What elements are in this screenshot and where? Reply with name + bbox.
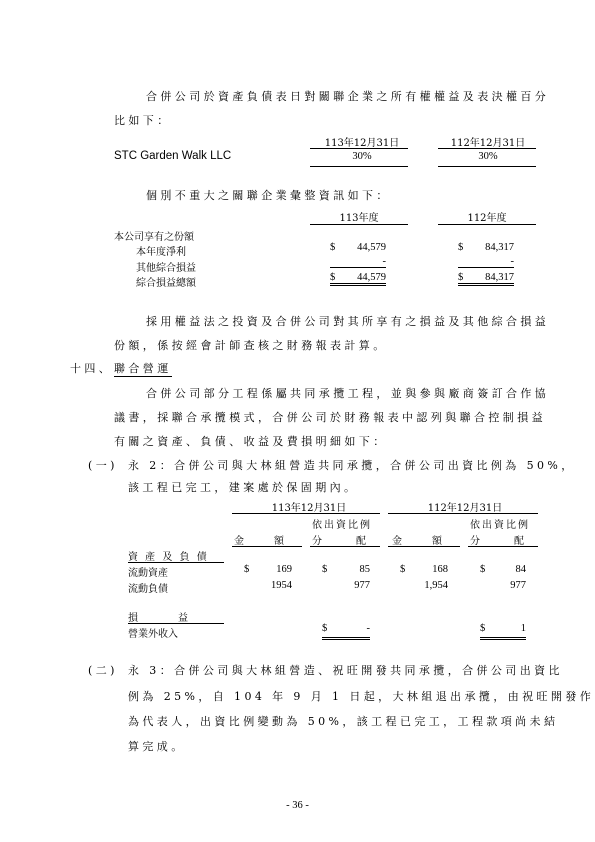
oci-113: - [330, 256, 386, 268]
current-liabilities-112: 1,954 [424, 580, 448, 591]
current-liabilities-share-113: 977 [354, 580, 370, 591]
ownership-112-value: 30% [478, 151, 498, 162]
currency-symbol: $ [330, 272, 336, 283]
currency-symbol: $ [244, 564, 250, 575]
year-rule-112 [438, 224, 536, 225]
net-income-113: 44,579 [357, 242, 386, 253]
amount-rule-113 [232, 546, 302, 547]
item1-marker: (一) [88, 459, 118, 472]
currency-symbol: $ [330, 242, 336, 253]
item2-line1: 永 3：合併公司與大林組營造、祝旺開發共同承攬，合併公司出資比 [128, 664, 563, 677]
header-rule-112 [438, 148, 536, 149]
amount-header-113: 金 額 [234, 536, 284, 547]
amount-rule-112 [388, 546, 460, 547]
assets-heading-rule [128, 562, 224, 563]
col-header-113-date: 113年12月31日 [324, 138, 400, 149]
current-assets-share-113: 85 [359, 564, 370, 575]
ownership-text-line2: 比如下： [114, 114, 172, 127]
ratio-header-113-top: 依出資比例 [312, 520, 372, 531]
table-header-rule-113 [232, 513, 380, 514]
ownership-113-value: 30% [352, 151, 372, 162]
summary-intro: 個別不重大之關聯企業彙整資訊如下： [146, 189, 391, 202]
total-ci-112: 84,317 [485, 272, 514, 283]
ratio-header-112-top: 依出資比例 [470, 520, 530, 531]
entity-name: STC Garden Walk LLC [114, 150, 232, 162]
other-income-share-112: 1 [520, 623, 526, 634]
section-number: 十四、 [70, 362, 114, 375]
currency-symbol: $ [458, 272, 464, 283]
row-rule-113 [310, 166, 408, 167]
pl-heading: 損 益 [128, 613, 188, 624]
currency-symbol: $ [458, 242, 464, 253]
other-income-112-cell [480, 623, 526, 640]
net-income-112: 84,317 [485, 242, 514, 253]
table-row-label: 營業外收入 [128, 629, 178, 640]
ratio-rule-113 [310, 546, 380, 547]
header-rule-113 [310, 148, 408, 149]
ratio-header-112-bottom: 分 配 [470, 536, 525, 547]
current-liabilities-113: 1954 [271, 580, 292, 591]
equity-method-text-line2: 份額，係按經會計師查核之財務報表計算。 [114, 339, 388, 352]
summary-row-label: 本年度淨利 [136, 247, 186, 258]
oci-112: - [458, 256, 514, 268]
table-row-label: 流動資產 [128, 568, 168, 579]
ratio-header-113-bottom: 分 配 [312, 536, 367, 547]
currency-symbol: $ [480, 623, 486, 634]
col-header-112-year: 112年度 [467, 213, 507, 224]
row-rule-112 [438, 166, 536, 167]
amount-header-112: 金 額 [392, 536, 442, 547]
joint-op-para-line1: 合併公司部分工程係屬共同承攬工程，並與參與廠商簽訂合作協 [146, 387, 550, 400]
assets-liabilities-heading: 資 產 及 負 債 [128, 552, 209, 563]
currency-symbol: $ [400, 564, 406, 575]
col-header-113-year: 113年度 [339, 213, 379, 224]
currency-symbol: $ [322, 564, 328, 575]
total-ci-113: 44,579 [357, 272, 386, 283]
current-liabilities-share-112: 977 [510, 580, 526, 591]
item1-line2: 該工程已完工，建案處於保固期內。 [128, 481, 359, 494]
item2-marker: (二) [88, 664, 118, 677]
current-assets-113: 169 [276, 564, 292, 575]
summary-row-label: 其他綜合損益 [136, 263, 196, 274]
other-income-113-cell [322, 623, 370, 640]
pl-heading-rule [128, 623, 224, 624]
item1-line1: 永 2：合併公司與大林組營造共同承攬，合併公司出資比例為 50%， [128, 459, 576, 472]
item2-line2: 例為 25%，自 104 年 9 月 1 日起，大林組退出承攬，由祝旺開發作 [128, 690, 595, 703]
table-row-label: 流動負債 [128, 584, 168, 595]
table-header-113: 113年12月31日 [271, 503, 347, 514]
currency-symbol: $ [322, 623, 328, 634]
page-number: - 36 - [286, 800, 309, 811]
current-assets-share-112: 84 [515, 564, 526, 575]
year-rule-113 [310, 224, 408, 225]
ownership-text-line1: 合併公司於資產負債表日對關聯企業之所有權權益及表決權百分 [146, 90, 550, 103]
item2-line4: 算完成。 [128, 740, 186, 753]
equity-method-text-line1: 採用權益法之投資及合併公司對其所享有之損益及其他綜合損益 [146, 315, 550, 328]
col-header-112-date: 112年12月31日 [450, 138, 526, 149]
section-title: 聯合營運 [114, 362, 172, 375]
table-header-112: 112年12月31日 [427, 503, 503, 514]
summary-row-label: 綜合損益總額 [136, 278, 196, 289]
table-header-rule-112 [388, 513, 538, 514]
total-ci-113-cell [330, 272, 386, 286]
current-assets-112: 168 [432, 564, 448, 575]
ratio-rule-112 [468, 546, 538, 547]
other-income-share-113: - [366, 623, 370, 634]
item2-line3: 為代表人，出資比例變動為 50%，該工程已完工，工程款項尚未結 [128, 715, 559, 728]
joint-op-para-line3: 有關之資產、負債、收益及費損明細如下： [114, 435, 388, 448]
joint-op-para-line2: 議書，採聯合承攬模式，合併公司於財務報表中認列與聯合控制損益 [114, 411, 546, 424]
share-section-label: 本公司享有之份額 [114, 232, 194, 243]
currency-symbol: $ [480, 564, 486, 575]
total-ci-112-cell [458, 272, 514, 286]
